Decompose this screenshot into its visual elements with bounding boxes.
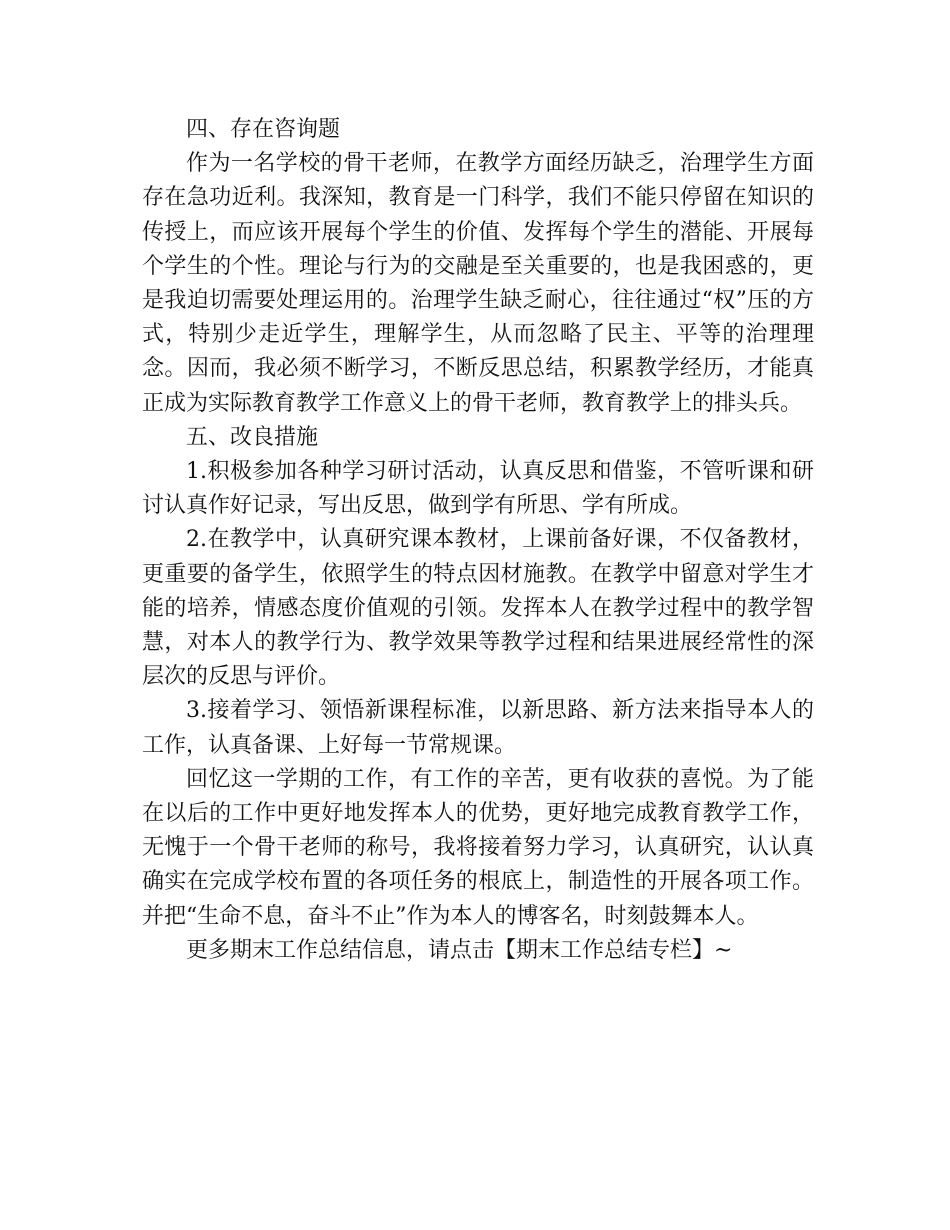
paragraph-more-info: 更多期末工作总结信息，请点击【期末工作总结专栏】~	[186, 937, 733, 963]
paragraph-problems: 作为一名学校的骨干老师，在教学方面经历缺乏，治理学生方面存在急功近利。我深知，教育是一门科学，我们不能只停留在知识的传授上，而应该开展每个学生的价值、发挥每个学生的潜能、开展每个学生的个性。理论与行为的交融是至关重要的，也是我困惑的，更是我迫切需要处理运用的。治理学生缺乏耐心，往往通过“权”压的方式，特别少走近学生，理解学生，从而忽略了民主、平等的治理理念。因而，我必须不断学习，不断反思总结，积累教学经历，才能真正成为实际教育教学工作意义上的骨干老师，教育教学上的排头兵。	[142, 151, 814, 416]
measure-item-1: 1.积极参加各种学习研讨活动，认真反思和借鉴，不管听课和研讨认真作好记录，写出反思，做到学有所思、学有所成。	[142, 459, 814, 519]
section-heading-problems: 四、存在咨询题	[186, 117, 341, 142]
measure-item-2: 2.在教学中，认真研究课本教材，上课前备好课，不仅备教材，更重要的备学生，依照学生的特点因材施教。在教学中留意对学生才能的培养，情感态度价值观的引领。发挥本人在教学过程中的教学智慧，对本人的教学行为、教学效果等教学过程和结果进展经常性的深层次的反思与评价。	[142, 527, 814, 690]
section-heading-measures: 五、改良措施	[186, 424, 319, 450]
paragraph-review: 回忆这一学期的工作，有工作的辛苦，更有收获的喜悦。为了能在以后的工作中更好地发挥本人的优势，更好地完成教育教学工作，无愧于一个骨干老师的称号，我将接着努力学习，认真研究，认认真确实在完成学校布置的各项任务的根底上，制造性的开展各项工作。并把“生命不息，奋斗不止”作为本人的博客名，时刻鼓舞本人。	[142, 766, 814, 929]
measure-item-3: 3.接着学习、领悟新课程标准，以新思路、新方法来指导本人的工作，认真备课、上好每一节常规课。	[142, 698, 814, 758]
document-body	[142, 113, 814, 968]
